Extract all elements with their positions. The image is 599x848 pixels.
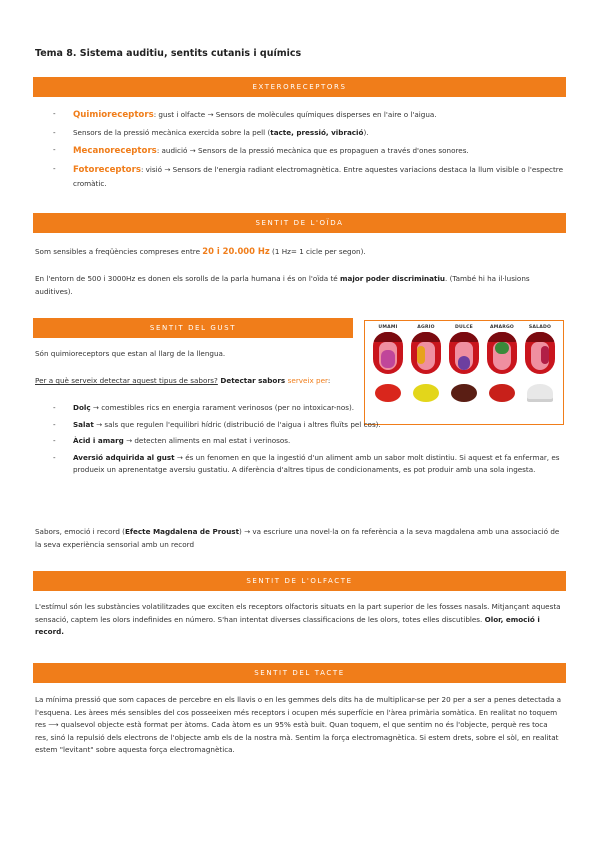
mouth-tongue-image [411,332,441,374]
paragraph-text: (1 Hz= 1 cicle per segon). [269,247,366,256]
oida-paragraph-1 [35,244,563,259]
list-item [35,435,563,448]
list-dash: - [53,419,56,429]
item-text: : audició → Sensors de la pressió mecànica que es propaguen a través d'ones sonores. [156,145,469,155]
list-dash: - [53,436,56,446]
olfacte-paragraph [35,601,563,639]
section-header-gust: SENTIT DEL GUST [33,318,353,338]
section-header-tacte: SENTIT DEL TACTE [33,663,566,683]
item-bold: Àcid i amarg [73,436,124,446]
paragraph-text: Som sensibles a freqüències compreses entre [35,247,203,256]
term-quimioreceptors: Quimioreceptors [73,110,154,120]
taste-label: AGRIO [417,325,435,330]
exteroceptors-list [35,108,563,194]
tacte-paragraph: La mínima pressió que som capaces de percebre en els llavis o en les gemmes dels dits ha de multiplicar-se per 20 per a ser a penes detectada a l'esquena. Les àrees més sensibles del cos posseeixen més receptors i ocupen més superfície en l'àrea primària somàtica. En realitat no toquem res ⟶ qualsevol objecte està format per àtoms. Cada àtom es un 95% està buit. Quan toquem, el que sentim no és l'objecte, perquè res toca res, sinó la repulsió dels electrons de l'objecte amb els de la nostra mà. Sentim la força electromagnètica. Si estem drets, sobre el sòl, en realitat estem "levitant" sobre aquesta força electromagnètica. [35,695,562,755]
gust-paragraph-proust [35,526,563,551]
paragraph-bold: Olor, emoció i record. [35,614,540,637]
paragraph-text: ) → va escriure una novel·la on fa referència a la seva magdalena amb una associació de la seva experiència sensorial amb un record [35,527,560,549]
oida-paragraph-2 [35,273,563,298]
list-item [35,402,375,415]
food-image [451,384,477,402]
question-end: : [327,376,331,385]
section-header-oida: SENTIT DE L'OÏDA [33,213,566,233]
question-underlined: Per a què serveix detectar aquest tipus de sabors? [35,376,218,385]
list-dash: - [53,109,56,118]
taste-label: UMAMI [378,325,398,330]
list-dash: - [53,163,56,173]
taste-label: AMARGO [489,325,515,330]
item-text: : gust i olfacte → Sensors de molècules químiques disperses en l'aire o l'aigua. [153,110,437,119]
paragraph-text: L'estímul són les substàncies volatilitzades que exciten els receptors olfactoris situats en la part superior de les fosses nasals. Mitjançant aquesta sensació, captem les olors indefinides en número. S'han intentat diverses classificacions de les olors, totes elles discutibles. [35,602,561,624]
page-title: Tema 8. Sistema auditiu, sentits cutanis i químics [35,48,302,59]
paragraph-text: En l'entorn de 500 i 3000Hz es donen els sorolls de la parla humana i és on l'oïda té [35,274,340,283]
section-header-olfacte: SENTIT DE L'OLFACTE [33,571,566,591]
list-item [35,108,563,123]
item-text: → comestibles rics en energia rarament verinosos (per no intoxicar-nos). [90,403,355,412]
item-text: → sals que regulen l'equilibri hídric (distribució de l'aigua i altres fluïts pel cos). [93,419,381,429]
mouth-tongue-image [373,332,403,374]
gust-question [35,375,355,388]
item-bold: tacte, pressió, vibració [270,128,364,138]
list-item [35,144,563,159]
section-header-exteroceptors: EXTERORECEPTORS [33,77,566,97]
mouth-tongue-image [449,332,479,374]
gust-list [35,402,563,481]
food-image [489,384,515,402]
item-bold: Salat [73,419,94,429]
list-dash: - [53,144,56,154]
paragraph-text: . (També hi ha il·lusions auditives). [35,274,530,296]
item-text: → detecten aliments en mal estat i verinosos. [123,436,291,446]
gust-paragraph-1: Són quimioreceptors que estan al llarg de la llengua. [35,349,226,358]
item-bold: Aversió adquirida al gust [73,452,175,462]
list-item [35,127,563,140]
term-mecanoreceptors: Mecanoreceptors [73,145,157,156]
list-item [35,419,563,432]
question-highlight: serveix per [287,376,328,385]
taste-label: SALADO [528,325,552,330]
list-item [35,163,563,191]
taste-label: DULCE [455,325,473,330]
food-image [527,384,553,402]
item-text: → és un fenomen en que la ingestió d'un aliment amb un sabor molt distintiu. Si aquest et fa enfermar, es produeix un aprenentatge aversiu gustatiu. A diferència d'altres tipus de condicionaments, es pot produir amb una sola ingesta. [73,452,560,475]
item-text: : visió → Sensors de l'energia radiant electromagnètica. Entre aquestes variacions destaca la llum visible o l'espectre cromàtic. [73,164,563,188]
item-text: Sensors de la pressió mecànica exercida sobre la pell ( [73,128,271,138]
item-text: ). [363,128,369,138]
list-dash: - [53,403,56,412]
item-bold: Dolç [73,403,91,412]
paragraph-text: Sabors, emoció i record ( [35,527,125,536]
list-dash: - [53,452,56,462]
question-bold: Detectar sabors [217,376,288,385]
paragraph-bold: major poder discriminatiu [340,274,446,283]
term-fotoreceptors: Fotoreceptors [73,164,141,175]
mouth-tongue-image [487,332,517,374]
list-item [35,452,563,477]
frequency-range: 20 i 20.000 Hz [202,246,270,256]
mouth-tongue-image [525,332,555,374]
food-image [413,384,439,402]
food-image [375,384,401,402]
paragraph-bold: Efecte Magdalena de Proust [124,527,240,536]
list-dash: - [53,128,56,138]
